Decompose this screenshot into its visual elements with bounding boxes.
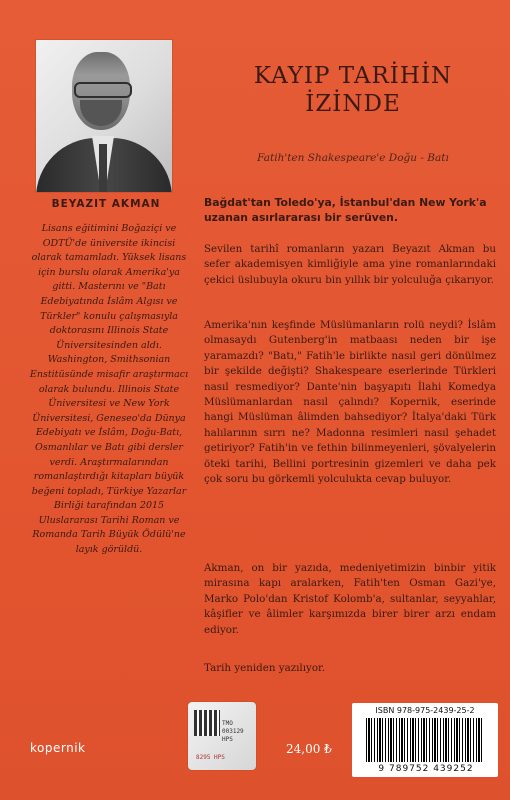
paragraph-3: Akman, on bir yazıda, medeniyetimizin binbir yitik mirasına kapı aralarken, Fatih'ten Osman Gazi'ye, Marko Polo'dan Kristof Kolomb'a, sultanlar, seyyahlar, kâşifler ve âlimler karşımızda birer birer arzı endam ediyor. <box>204 562 496 636</box>
book-title <box>208 62 498 118</box>
sticker-code-line: 003129 <box>222 728 244 735</box>
paragraph-4: Tarih yeniden yazılıyor. <box>204 662 326 674</box>
author-bio: Lisans eğitimini Boğaziçi ve ODTÜ'de üniversite ikincisi olarak tamamladı. Yüksek lisans için burslu olarak Amerika'ya gitti. Masterını ve "Batı Edebiyatında İslâm Algısı ve Türkler" konulu çalışmasıyla doktorasını Illinois State Üniversitesinden aldı. Washington, Smithsonian Enstitüsünde misafir araştırmacı olarak bulundu. Illinois State Üniversitesi ve New York Üniversitesi, Geneseo'da Dünya Edebiyatı ve İslâm, Doğu-Batı, Osmanlılar ve Batı gibi dersler verdi. Araştırmalarından romanlaştırdığı kitapları büyük beğeni topladı, Türkiye Yazarlar Birliği tarafından 2015 Uluslararası Tarihi Roman ve Romanda Tarih Büyük Ödülü'ne layık görüldü. <box>29 223 189 556</box>
barcode-icon <box>366 718 484 762</box>
title-line-2: İZİNDE <box>305 91 401 117</box>
barcode-number: 9 789752 439252 <box>378 764 474 774</box>
publisher-logo <box>30 741 85 755</box>
price-label: 24,00 ₺ <box>286 742 332 756</box>
isbn-barcode <box>352 703 498 777</box>
sticker-code-line: HPS <box>222 736 233 743</box>
sticker-code-line: TMO <box>222 720 233 727</box>
sticker-code <box>222 720 244 744</box>
paragraph-1: Sevilen tarihî romanların yazarı Beyazıt Akman bu sefer akademisyen kimliğiyle ama yine romanlarındaki çekici üslubuyla okuru bin yıllık bir yolculuğa çıkarıyor. <box>204 243 496 286</box>
lead-text: Bağdat'tan Toledo'ya, İstanbul'dan New York'a uzanan asırlararası bir serüven. <box>204 196 487 224</box>
book-subtitle: Fatih'ten Shakespeare'e Doğu - Batı <box>257 152 449 164</box>
sticker-price: 8295 HPS <box>196 754 225 761</box>
photo-glasses <box>74 82 132 98</box>
qr-code-icon <box>194 710 220 736</box>
photo-tie <box>99 144 107 192</box>
title-line-1: KAYIP TARİHİN <box>253 63 453 89</box>
isbn-label: ISBN 978-975-2439-25-2 <box>375 706 475 715</box>
author-photo <box>36 40 172 192</box>
publisher-logo-text: kopernik <box>30 741 86 755</box>
author-name: BEYAZIT AKMAN <box>51 198 161 210</box>
paragraph-2: Amerika'nın keşfinde Müslümanların rolü neydi? İslâm olmasaydı Gutenberg'in matbaası neden bir işe yaramazdı? "Batı," Fatih'le birlikte nasıl geri dönülmez bir şekilde değişti? Shakespeare eserlerinde Türkleri nasıl resmediyor? Dante'nin başyapıtı İlahi Komedya Müslümanlardan nasıl çalındı? Kopernik, eserinde hangi Müslüman âlimden bahsediyor? İtalya'daki Türk halılarının sırrı ne? Madonna resimleri nasıl şehadet getiriyor? Fatih'in ve fethin bilinmeyenleri, şövalyelerin öteki tarihi, Bellini portresinin gizemleri ve daha pek çok soru bu görkemli yolculukta cevap buluyor. <box>204 319 496 486</box>
price-sticker <box>188 702 256 770</box>
